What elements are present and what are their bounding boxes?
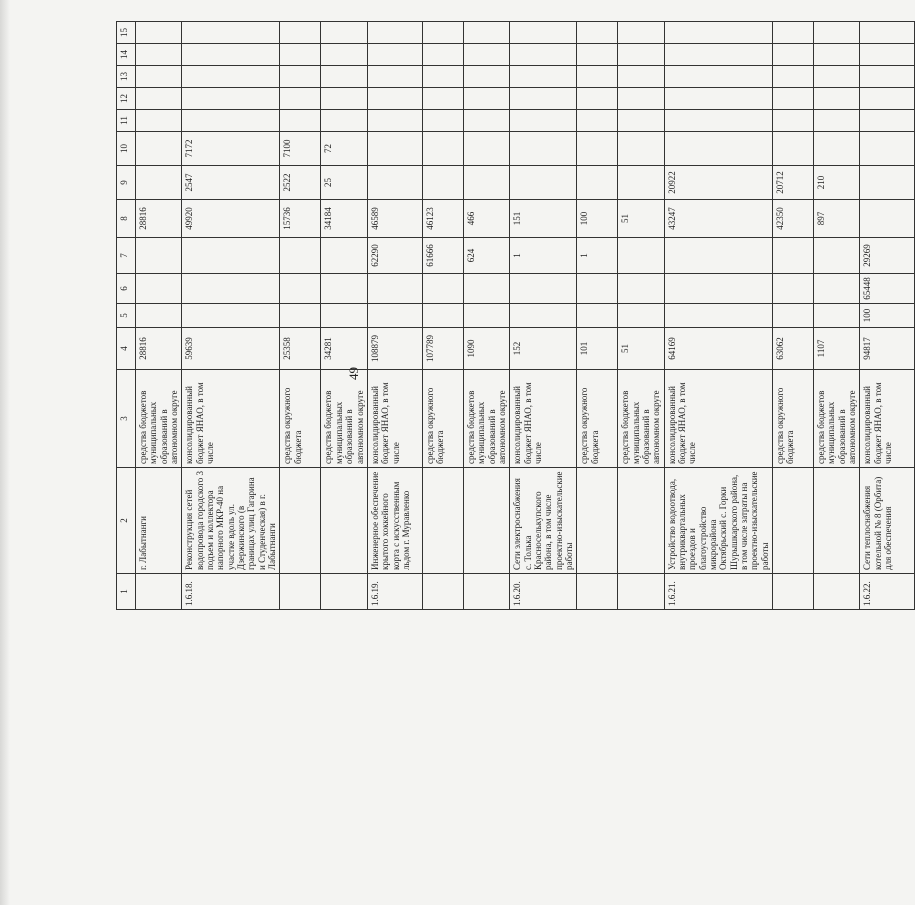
table-cell: 151 — [510, 200, 577, 238]
table-cell — [367, 274, 422, 304]
table-cell — [577, 274, 618, 304]
table-cell — [367, 44, 422, 66]
table-cell — [136, 132, 182, 166]
table-cell — [321, 88, 367, 110]
table-cell — [618, 66, 664, 88]
table-cell: консолидированный бюджет ЯНАО, в том числе — [510, 370, 577, 468]
table-cell: 2522 — [280, 166, 321, 200]
table-cell — [367, 110, 422, 132]
table-cell — [860, 88, 915, 110]
table-cell — [280, 110, 321, 132]
table-cell — [860, 110, 915, 132]
table-cell: 107789 — [422, 328, 463, 370]
table-cell — [577, 44, 618, 66]
table-cell — [321, 110, 367, 132]
table-cell — [510, 66, 577, 88]
table-cell — [510, 166, 577, 200]
table-row — [860, 22, 915, 610]
table-cell: 1.6.21. — [664, 574, 772, 610]
table-cell: 7172 — [182, 132, 280, 166]
table-cell — [773, 110, 814, 132]
table-cell — [280, 274, 321, 304]
table-cell — [321, 22, 367, 44]
table-cell — [577, 468, 618, 574]
column-header: 6 — [117, 274, 136, 304]
table-cell — [618, 44, 664, 66]
table-cell: Инженерное обеспечение крытого хоккейного корта с искусственным льдом г. Муравленко — [367, 468, 422, 574]
table-cell: 43247 — [664, 200, 772, 238]
table-cell: Сети теплоснабжения котельной № 8 (Орбита) для обеспечения — [860, 468, 915, 574]
table-cell — [814, 574, 860, 610]
table-cell — [367, 66, 422, 88]
table-cell — [860, 22, 915, 44]
table-cell: 1.6.18. — [182, 574, 280, 610]
table-cell — [577, 110, 618, 132]
table-cell: 64169 — [664, 328, 772, 370]
table-cell — [280, 44, 321, 66]
table-row — [664, 22, 772, 610]
table-cell: средства бюджетов муниципальных образований в автономном округе — [814, 370, 860, 468]
table-cell — [773, 44, 814, 66]
table-cell: 1090 — [463, 328, 509, 370]
table-cell — [510, 88, 577, 110]
table-row — [367, 22, 422, 610]
table-cell — [367, 132, 422, 166]
table-cell — [773, 574, 814, 610]
table-cell — [618, 304, 664, 328]
table-cell — [182, 66, 280, 88]
table-cell: 624 — [463, 238, 509, 274]
table-cell — [367, 304, 422, 328]
table-cell — [367, 22, 422, 44]
table-row — [182, 22, 280, 610]
table-cell — [182, 274, 280, 304]
table-cell: 210 — [814, 166, 860, 200]
table-cell — [773, 66, 814, 88]
table-cell — [280, 66, 321, 88]
table-cell — [422, 304, 463, 328]
table-cell: 1 — [510, 238, 577, 274]
table-cell: 20922 — [664, 166, 772, 200]
table-cell — [463, 274, 509, 304]
table-cell: 20712 — [773, 166, 814, 200]
table-cell: 108879 — [367, 328, 422, 370]
table-cell — [814, 66, 860, 88]
table-cell: 62290 — [367, 238, 422, 274]
table-cell: средства бюджетов муниципальных образований в автономном округе — [136, 370, 182, 468]
table-cell — [773, 22, 814, 44]
table-cell — [577, 66, 618, 88]
table-cell — [860, 132, 915, 166]
table-cell — [664, 66, 772, 88]
table-row — [422, 22, 463, 610]
table-cell: средства бюджетов муниципальных образований в автономном округе — [321, 370, 367, 468]
table-cell — [463, 574, 509, 610]
table-cell — [463, 468, 509, 574]
table-cell — [182, 44, 280, 66]
table-cell — [422, 166, 463, 200]
column-header: 13 — [117, 66, 136, 88]
table-cell: 34281 — [321, 328, 367, 370]
table-cell — [618, 274, 664, 304]
table-cell — [422, 22, 463, 44]
table-cell: 29269 — [860, 238, 915, 274]
table-cell — [136, 110, 182, 132]
table-cell: Реконструкция сетей водопровода городского 3 подъем и коллектора напорного МКР-40 на участке вдоль ул. Дзержинского (в границах улиц Гагарина и Студенческая) в г. Лабытнанги — [182, 468, 280, 574]
table-cell: 100 — [577, 200, 618, 238]
table-cell — [422, 44, 463, 66]
table-cell — [182, 238, 280, 274]
table-cell: 28816 — [136, 200, 182, 238]
table-row — [618, 22, 664, 610]
table-cell — [136, 22, 182, 44]
table-cell: 72 — [321, 132, 367, 166]
table-cell — [814, 44, 860, 66]
table-cell — [136, 166, 182, 200]
table-cell — [463, 166, 509, 200]
table-cell — [618, 22, 664, 44]
table-cell: 1107 — [814, 328, 860, 370]
table-cell — [463, 44, 509, 66]
table-cell: 152 — [510, 328, 577, 370]
table-cell — [814, 274, 860, 304]
table-cell — [664, 238, 772, 274]
table-cell: средства бюджетов муниципальных образований в автономном округе — [618, 370, 664, 468]
table-cell — [367, 166, 422, 200]
table-cell — [136, 44, 182, 66]
column-header: 4 — [117, 328, 136, 370]
table-cell: 46589 — [367, 200, 422, 238]
table-cell — [814, 238, 860, 274]
table-cell — [664, 44, 772, 66]
table-cell — [321, 304, 367, 328]
table-cell — [422, 110, 463, 132]
table-cell: средства бюджетов муниципальных образований в автономном округе — [463, 370, 509, 468]
table-cell: 61666 — [422, 238, 463, 274]
table-cell — [422, 88, 463, 110]
table-cell — [814, 132, 860, 166]
table-row — [136, 22, 182, 610]
table-cell: 94817 — [860, 328, 915, 370]
table-cell: 466 — [463, 200, 509, 238]
table-cell — [618, 468, 664, 574]
table-cell: средства окружного бюджета — [577, 370, 618, 468]
table-cell — [510, 22, 577, 44]
table-cell: 51 — [618, 328, 664, 370]
table-cell — [773, 304, 814, 328]
table-cell: консолидированный бюджет ЯНАО, в том числе — [367, 370, 422, 468]
table-row — [773, 22, 814, 610]
table-cell — [136, 304, 182, 328]
table-cell — [510, 44, 577, 66]
column-header: 10 — [117, 132, 136, 166]
table-cell: 28816 — [136, 328, 182, 370]
table-cell — [577, 304, 618, 328]
column-header: 7 — [117, 238, 136, 274]
table-cell: 100 — [860, 304, 915, 328]
table-cell — [182, 304, 280, 328]
table-cell: 59639 — [182, 328, 280, 370]
table-cell: консолидированный бюджет ЯНАО, в том числе — [182, 370, 280, 468]
page-number: 49 — [346, 367, 361, 380]
table-cell — [280, 468, 321, 574]
table-cell — [860, 166, 915, 200]
table-cell — [618, 574, 664, 610]
table-cell — [618, 166, 664, 200]
table-cell — [510, 304, 577, 328]
table-cell — [136, 574, 182, 610]
table-cell — [577, 132, 618, 166]
table-cell — [664, 88, 772, 110]
table-cell — [814, 88, 860, 110]
column-header: 8 — [117, 200, 136, 238]
column-header: 11 — [117, 110, 136, 132]
table-cell — [773, 274, 814, 304]
rotated-table-wrapper — [116, 28, 894, 610]
table-cell — [182, 88, 280, 110]
table-cell — [814, 22, 860, 44]
table-cell — [773, 468, 814, 574]
table-cell — [773, 88, 814, 110]
table-cell — [463, 66, 509, 88]
table-cell — [182, 22, 280, 44]
table-cell — [577, 166, 618, 200]
table-cell — [136, 88, 182, 110]
table-cell: Сети электроснабжения с. Толька Красноселькупского района, в том числе проектно-изыскательские работы — [510, 468, 577, 574]
table-row — [321, 22, 367, 610]
table-cell: 25358 — [280, 328, 321, 370]
column-header: 14 — [117, 44, 136, 66]
table-cell: 1.6.20. — [510, 574, 577, 610]
table-cell — [618, 132, 664, 166]
table-row — [814, 22, 860, 610]
table-cell — [618, 88, 664, 110]
table-cell: 1.6.22. — [860, 574, 915, 610]
table-cell: 42350 — [773, 200, 814, 238]
column-header: 15 — [117, 22, 136, 44]
table-cell — [773, 132, 814, 166]
table-cell — [280, 574, 321, 610]
table-cell — [463, 110, 509, 132]
table-cell — [773, 238, 814, 274]
table-cell: консолидированный бюджет ЯНАО, в том числе — [860, 370, 915, 468]
table-cell — [510, 110, 577, 132]
table-cell — [321, 574, 367, 610]
column-header: 2 — [117, 468, 136, 574]
column-header: 12 — [117, 88, 136, 110]
table-cell — [280, 22, 321, 44]
table-cell: средства окружного бюджета — [280, 370, 321, 468]
table-cell: Устройство водоотвода, внутриквартальных проездов и благоустройство микрорайона Октябрьский с. Горки Шурышкарского района, в том числе затраты на проектно-изыскательские работы — [664, 468, 772, 574]
table-row — [577, 22, 618, 610]
table-cell: средства окружного бюджета — [422, 370, 463, 468]
table-cell: 63062 — [773, 328, 814, 370]
table-cell — [463, 88, 509, 110]
table-header-row — [117, 22, 136, 610]
table-cell: 51 — [618, 200, 664, 238]
table-cell — [664, 304, 772, 328]
budget-table — [116, 21, 915, 610]
table-cell — [463, 304, 509, 328]
table-cell — [280, 238, 321, 274]
column-header: 1 — [117, 574, 136, 610]
table-cell: 25 — [321, 166, 367, 200]
table-cell — [422, 468, 463, 574]
table-cell — [136, 274, 182, 304]
table-cell: 65448 — [860, 274, 915, 304]
table-cell: консолидированный бюджет ЯНАО, в том числе — [664, 370, 772, 468]
table-cell — [321, 274, 367, 304]
table-body — [136, 22, 915, 610]
table-cell — [664, 22, 772, 44]
table-cell — [321, 44, 367, 66]
table-cell: 49920 — [182, 200, 280, 238]
table-cell — [860, 44, 915, 66]
table-cell — [136, 238, 182, 274]
column-header: 5 — [117, 304, 136, 328]
scan-edge-shadow — [0, 0, 10, 905]
table-cell — [860, 66, 915, 88]
table-cell — [422, 574, 463, 610]
table-cell — [280, 304, 321, 328]
table-cell — [182, 110, 280, 132]
table-row — [463, 22, 509, 610]
table-cell — [577, 22, 618, 44]
table-cell — [321, 66, 367, 88]
table-cell: г. Лабытнанги — [136, 468, 182, 574]
table-cell — [510, 274, 577, 304]
table-cell: 1 — [577, 238, 618, 274]
table-cell — [463, 22, 509, 44]
table-cell — [577, 574, 618, 610]
table-cell — [814, 468, 860, 574]
table-cell: 46123 — [422, 200, 463, 238]
table-cell: 1.6.19. — [367, 574, 422, 610]
table-row — [510, 22, 577, 610]
table-cell — [280, 88, 321, 110]
table-cell — [814, 304, 860, 328]
table-cell: 897 — [814, 200, 860, 238]
table-row — [280, 22, 321, 610]
table-cell: 15736 — [280, 200, 321, 238]
table-cell — [577, 88, 618, 110]
table-cell — [321, 238, 367, 274]
table-cell — [422, 66, 463, 88]
table-cell — [618, 110, 664, 132]
table-cell: средства окружного бюджета — [773, 370, 814, 468]
table-cell — [664, 132, 772, 166]
table-cell — [463, 132, 509, 166]
table-cell — [321, 468, 367, 574]
table-cell — [136, 66, 182, 88]
table-cell: 101 — [577, 328, 618, 370]
table-cell — [510, 132, 577, 166]
column-header: 9 — [117, 166, 136, 200]
table-cell — [860, 200, 915, 238]
table-cell — [422, 132, 463, 166]
table-cell: 2547 — [182, 166, 280, 200]
table-cell: 7100 — [280, 132, 321, 166]
table-cell: 34184 — [321, 200, 367, 238]
table-cell — [367, 88, 422, 110]
table-cell — [664, 274, 772, 304]
table-cell — [422, 274, 463, 304]
table-cell — [664, 110, 772, 132]
column-header: 3 — [117, 370, 136, 468]
table-cell — [618, 238, 664, 274]
table-cell — [814, 110, 860, 132]
